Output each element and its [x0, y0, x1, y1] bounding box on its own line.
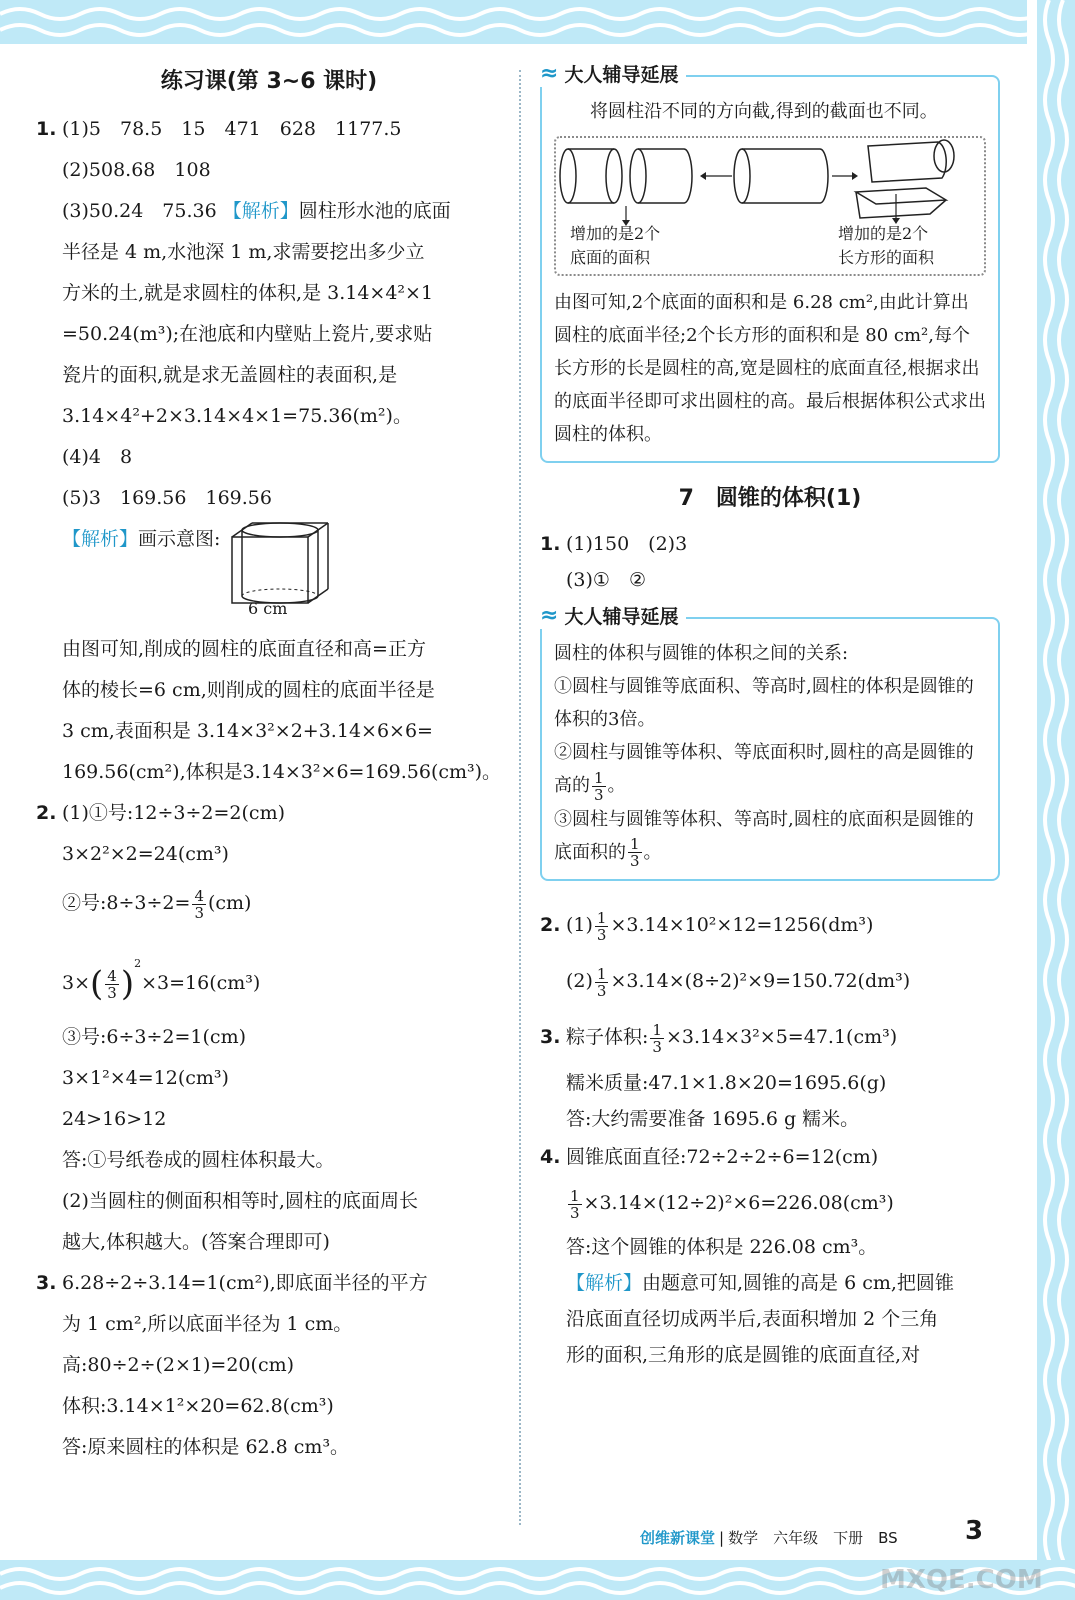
wave-icon: ≈	[540, 61, 559, 86]
wave-icon: ≈	[540, 603, 559, 628]
question-number: 3.	[540, 1026, 561, 1048]
answer-line: 体积:3.14×1²×20=62.8(cm³)	[62, 1395, 334, 1417]
figure-label: 6 cm	[248, 599, 288, 618]
analysis-text: 169.56(cm²),体积是3.14×3²×6=169.56(cm³)。	[62, 761, 502, 783]
right-column	[540, 60, 1000, 1373]
answer-line: 高:80÷2÷(2×1)=20(cm)	[62, 1354, 295, 1376]
answer-line: 3×2²×2=24(cm³)	[62, 843, 229, 865]
section-title-practice: 练习课(第 3~6 课时)	[160, 69, 378, 94]
analysis-text: 画示意图:	[138, 528, 221, 550]
section-title-cone-volume: 7 圆锥的体积(1)	[678, 486, 862, 511]
analysis-tag: 【解析】	[566, 1272, 643, 1294]
answer-line: 圆锥底面直径:72÷2÷2÷6=12(cm)	[566, 1146, 879, 1168]
answer-line: (1)150 (2)3	[566, 533, 688, 555]
question-number: 3.	[36, 1272, 57, 1294]
analysis-text: 圆柱形水池的底面	[298, 200, 451, 222]
answer-line: ×3.14×10²×12=1256(dm³)	[610, 914, 874, 936]
fraction: $\frac{1}{3}$	[570, 1186, 580, 1222]
brand-name: 创维新课堂	[640, 1529, 716, 1547]
fraction: $\frac{1}{3}$	[652, 1020, 662, 1056]
right-wave-border	[1027, 0, 1075, 1600]
parent-guide-heading	[540, 60, 686, 87]
question-1	[36, 109, 502, 793]
answer-line: ③号:6÷3÷2=1(cm)	[62, 1026, 246, 1048]
answer-line: 糯米质量:47.1×1.8×20=1695.6(g)	[566, 1072, 887, 1094]
right-question-1	[540, 526, 1000, 598]
question-number: 1.	[540, 533, 561, 555]
analysis-text: 瓷片的面积,就是求无盖圆柱的表面积,是	[62, 364, 398, 386]
answer-line: 6.28÷2÷3.14=1(cm²),即底面半径的平方	[62, 1272, 428, 1294]
top-wave-border	[0, 0, 1075, 52]
answer-line: ②号:8÷3÷2=	[62, 892, 191, 914]
answer-line: 答:原来圆柱的体积是 62.8 cm³。	[62, 1436, 350, 1458]
answer-line: (2)当圆柱的侧面积相等时,圆柱的底面周长	[62, 1190, 418, 1212]
fraction: $\frac{1}{3}$	[596, 964, 607, 1000]
answer-line: (1)5 78.5 15 471 628 1177.5	[62, 118, 402, 140]
answer-line: 3×	[62, 972, 91, 994]
analysis-text: =50.24(m³);在池底和内壁贴上瓷片,要求贴	[62, 323, 433, 345]
analysis-text: 方米的土,就是求圆柱的体积,是 3.14×4²×1	[62, 282, 434, 304]
guide-text: 由图可知,2个底面的面积和是 6.28 cm²,由此计算出圆柱的底面半径;2个长方形的面积和是 80 cm²,每个长方形的长是圆柱的高,宽是圆柱的底面直径,根据求出的底面半径即可求出圆柱的高。最后根据体积公式求出圆柱的体积。	[554, 292, 986, 445]
question-2: 2. (1)①号:12÷3÷2=2(cm) 3×2²×2=24(cm³) ②号:8÷3÷2= $\frac{4}{3}$ (cm) 3×( $\frac{4}{3}$ )$^2$×3=16(cm³) ③号:6÷3÷2=1(cm) 3×1²×4=12(cm³) 24>16>12 答:①号纸卷成的圆柱体积最大。 (2)当圆柱的侧面积相等时,圆柱的底面周长 越大,体积越大。(答案合理即可)	[36, 793, 502, 1263]
fraction: $\frac{4}{3}$	[194, 886, 204, 922]
parent-guide-heading	[540, 602, 686, 629]
analysis-tag: 【解析】	[62, 528, 139, 550]
guide-text: ③圆柱与圆锥等体积、等高时,圆柱的底面积是圆锥的底面积的	[554, 808, 974, 863]
question-number: 2.	[36, 802, 57, 824]
parent-guide-title: 大人辅导延展	[564, 64, 679, 86]
answer-line: (1)①号:12÷3÷2=2(cm)	[62, 802, 285, 824]
answer-line: (cm)	[207, 892, 252, 914]
fraction: $\frac{4}{3}$	[107, 966, 117, 1002]
answer-line: ×3.14×(8÷2)²×9=150.72(dm³)	[610, 970, 911, 992]
answer-line: (3)50.24 75.36	[62, 200, 217, 222]
question-number: 4.	[540, 1146, 561, 1168]
guide-text: 将圆柱沿不同的方向截,得到的截面也不同。	[590, 101, 938, 122]
book-info: 数学 六年级 下册 BS	[728, 1529, 898, 1547]
page-number: 3	[965, 1516, 984, 1546]
analysis-text: 沿底面直径切成两半后,表面积增加 2 个三角	[566, 1308, 939, 1330]
analysis-text: 3.14×4²+2×3.14×4×1=75.36(m²)。	[62, 405, 412, 427]
answer-line: 越大,体积越大。(答案合理即可)	[62, 1231, 330, 1253]
analysis-text: 由题意可知,圆锥的高是 6 cm,把圆锥	[642, 1272, 954, 1294]
watermark: MXQE.COM	[880, 1565, 1043, 1595]
column-divider	[519, 70, 521, 1525]
answer-line: 答:这个圆锥的体积是 226.08 cm³。	[566, 1236, 878, 1258]
answer-line: 24>16>12	[62, 1108, 167, 1130]
question-number: 1.	[36, 118, 57, 140]
analysis-text: 体的棱长=6 cm,则削成的圆柱的底面半径是	[62, 679, 435, 701]
parent-guide-box	[540, 75, 1000, 463]
answer-line: 答:①号纸卷成的圆柱体积最大。	[62, 1149, 335, 1171]
answer-line: (2)508.68 108	[62, 159, 211, 181]
parent-guide-box-2: 圆柱的体积与圆锥的体积之间的关系: ①圆柱与圆锥等底面积、等高时,圆柱的体积是圆锥的体积的3倍。 ②圆柱与圆锥等体积、等底面积时,圆柱的高是圆锥的高的 $\frac{1}{3}$ 。 ③圆柱与圆锥等体积、等高时,圆柱的底面积是圆锥的底面积的 $\frac{1}{3}$ 。	[540, 617, 1000, 881]
right-question-2: 2. (1) $\frac{1}{3}$ ×3.14×10²×12=1256(dm³) (2) $\frac{1}{3}$ ×3.14×(8÷2)²×9=150.72(dm³)	[540, 897, 1000, 1009]
cube-cylinder-figure	[228, 519, 332, 607]
right-question-3: 3. 粽子体积: $\frac{1}{3}$ ×3.14×3²×5=47.1(cm³) 糯米质量:47.1×1.8×20=1695.6(g) 答:大约需要准备 1695.6 g 糯米。	[540, 1009, 1000, 1137]
diagram-caption-left: 增加的是2个 底面的面积	[570, 224, 661, 267]
fraction: $\frac{1}{3}$	[594, 768, 604, 804]
guide-text: ②圆柱与圆锥等体积、等底面积时,圆柱的高是圆锥的高的	[554, 742, 974, 796]
cylinder-cut-diagram	[554, 136, 986, 276]
answer-line: 为 1 cm²,所以底面半径为 1 cm。	[62, 1313, 353, 1335]
analysis-text: 半径是 4 m,水池深 1 m,求需要挖出多少立	[62, 241, 425, 263]
guide-text: ①圆柱与圆锥等底面积、等高时,圆柱的体积是圆锥的体积的3倍。	[554, 676, 974, 730]
parent-guide-title: 大人辅导延展	[564, 606, 679, 628]
analysis-tag: 【解析】	[222, 200, 299, 222]
answer-line: (3)① ②	[566, 569, 646, 591]
answer-line: 答:大约需要准备 1695.6 g 糯米。	[566, 1108, 860, 1130]
answer-line: (4)4 8	[62, 446, 133, 468]
analysis-text: 形的面积,三角形的底是圆锥的底面直径,对	[566, 1344, 921, 1366]
answer-line: ×3.14×3²×5=47.1(cm³)	[665, 1026, 898, 1048]
answer-line: ×3.14×(12÷2)²×6=226.08(cm³)	[583, 1192, 894, 1214]
right-question-4	[540, 1137, 1000, 1373]
page-footer: 创维新课堂 | 数学 六年级 下册 BS	[640, 1529, 898, 1547]
fraction: $\frac{1}{3}$	[596, 908, 607, 944]
answer-line: (5)3 169.56 169.56	[62, 487, 272, 509]
guide-text: 圆柱的体积与圆锥的体积之间的关系:	[554, 643, 849, 664]
answer-line: 3×1²×4=12(cm³)	[62, 1067, 229, 1089]
answer-line: ×3=16(cm³)	[141, 972, 261, 994]
question-3	[36, 1263, 502, 1468]
diagram-caption-right: 增加的是2个 长方形的面积	[838, 224, 935, 267]
question-number: 2.	[540, 914, 561, 936]
left-column	[36, 60, 502, 1468]
analysis-text: 3 cm,表面积是 3.14×3²×2+3.14×6×6=	[62, 720, 433, 742]
fraction: $\frac{1}{3}$	[630, 835, 640, 870]
analysis-text: 由图可知,削成的圆柱的底面直径和高=正方	[62, 638, 426, 660]
